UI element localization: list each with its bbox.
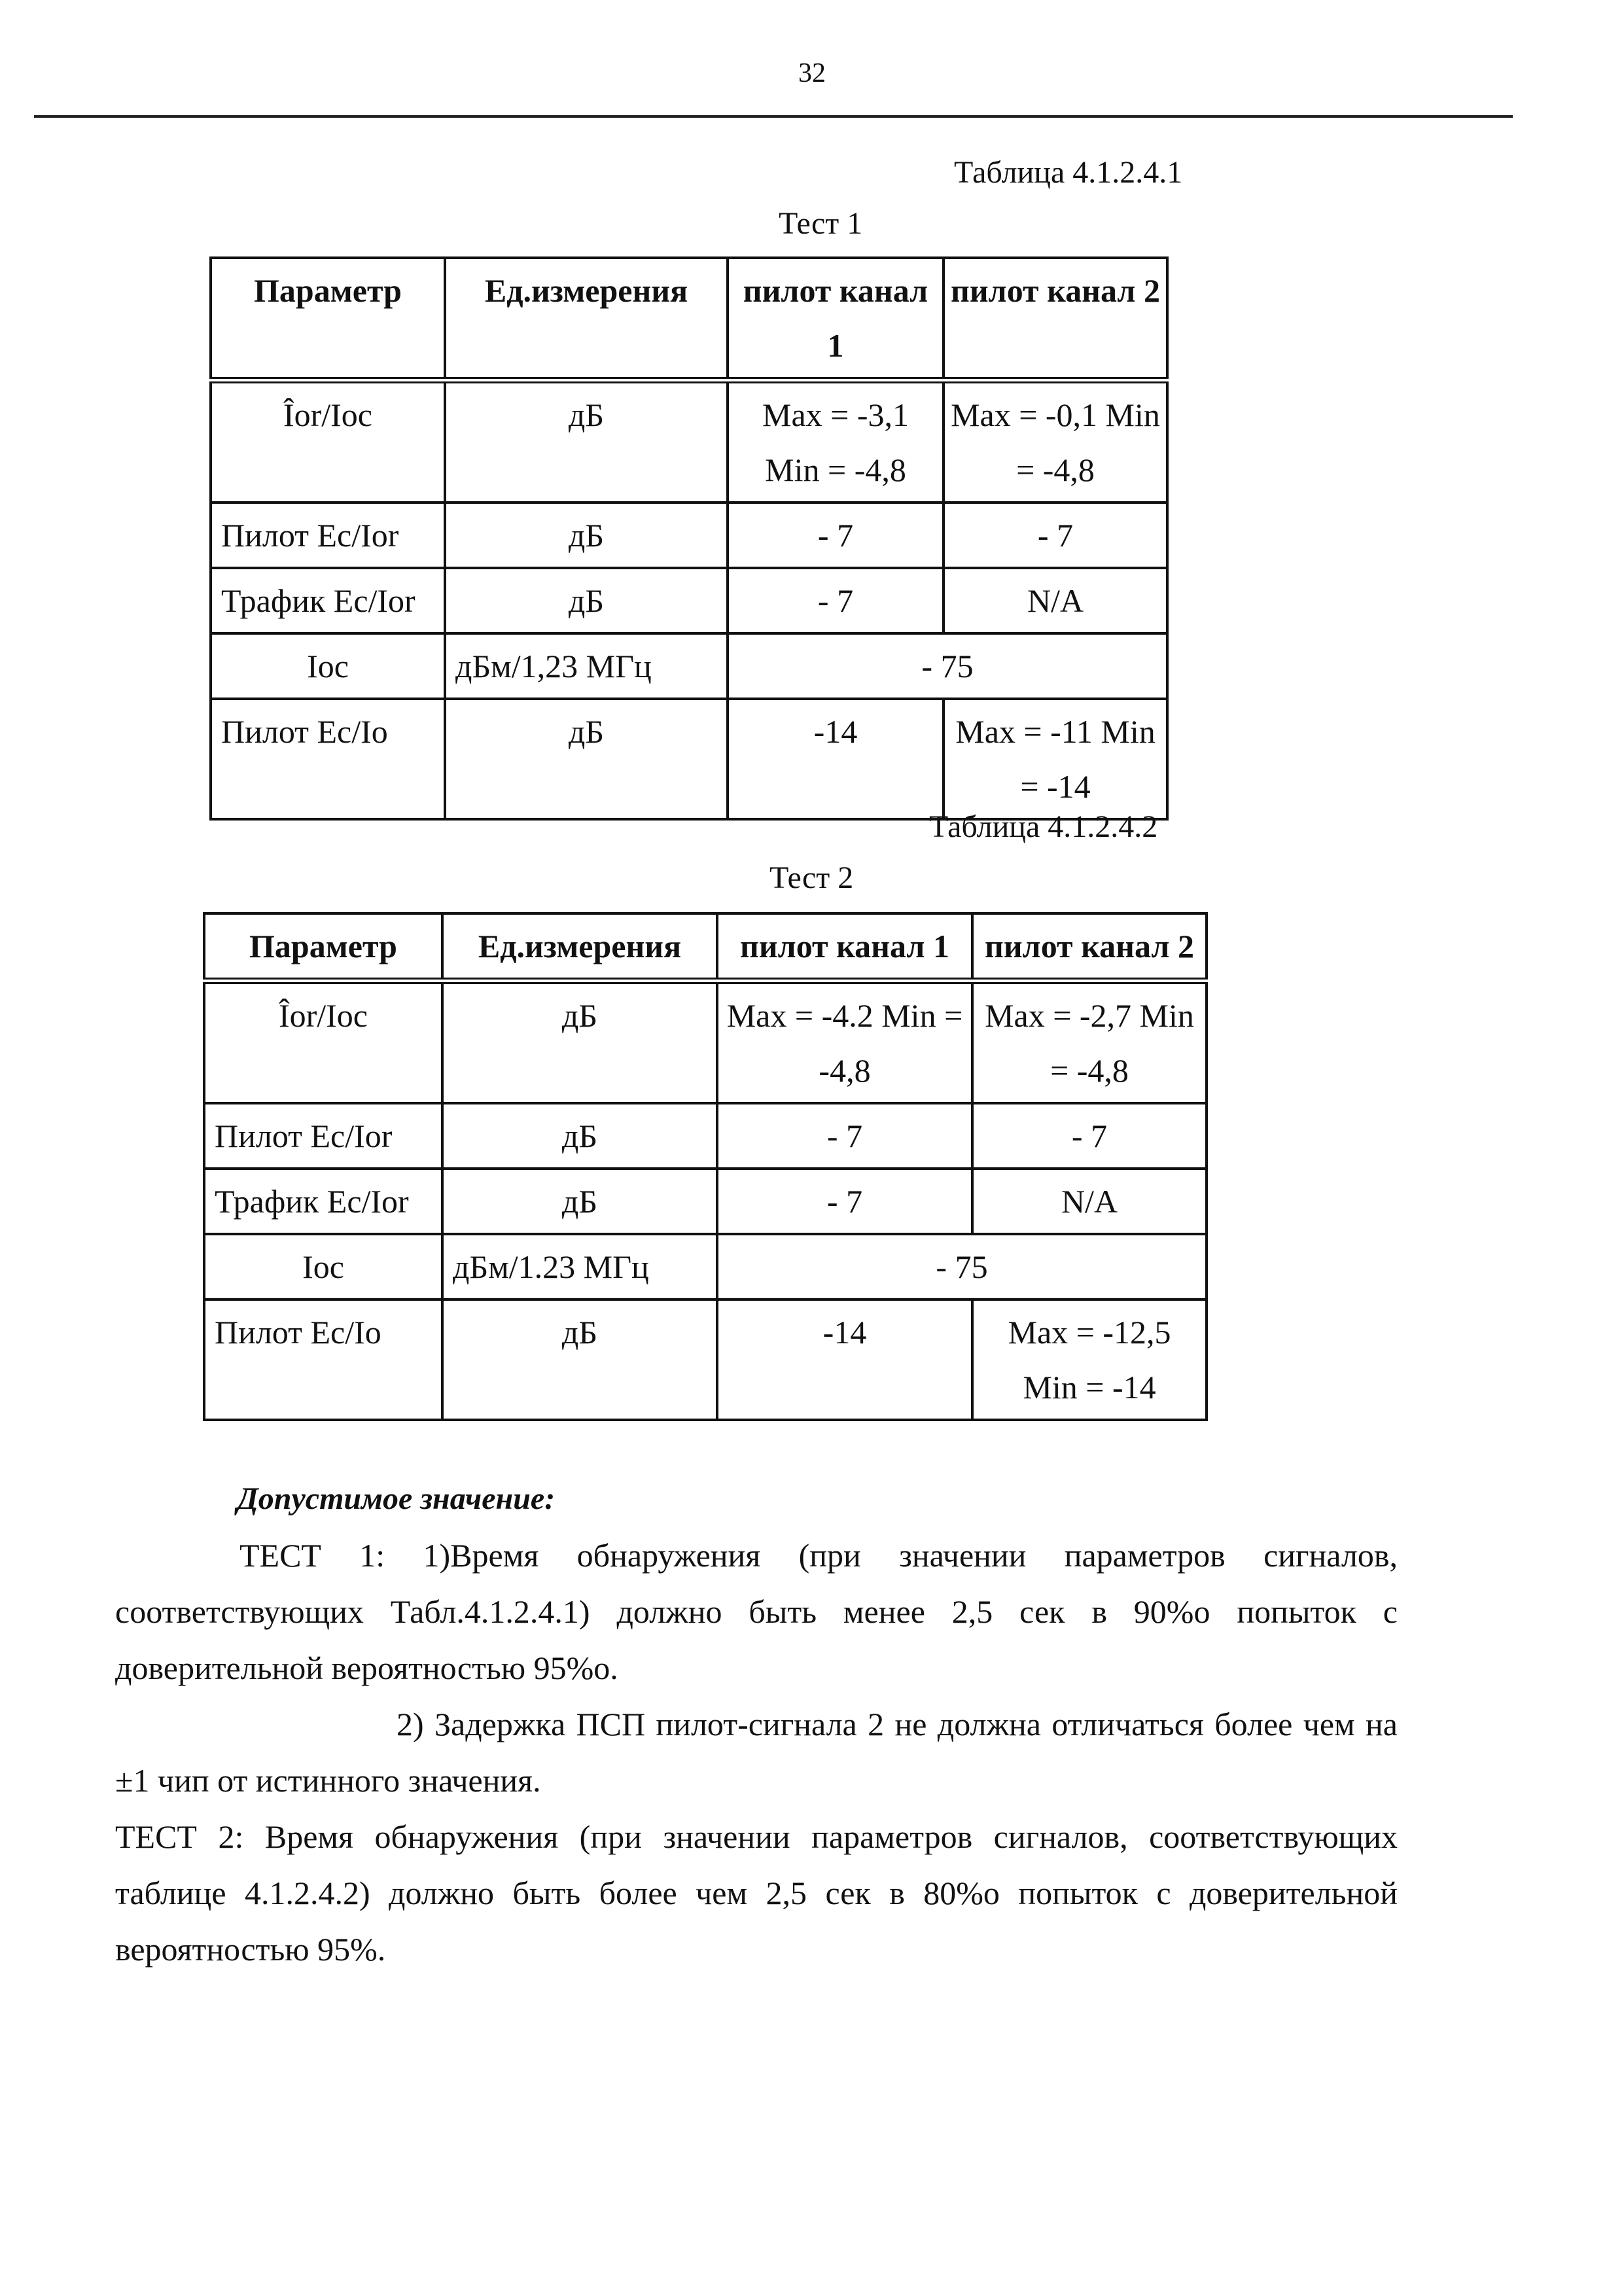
channel1-cell: - 7: [728, 503, 944, 568]
header-channel2: пилот канал 2: [944, 258, 1167, 380]
table1: [209, 256, 1169, 821]
table-header-row: [211, 258, 1167, 380]
header-parameter: Параметр: [204, 913, 442, 981]
unit-cell: дБ: [442, 1103, 717, 1169]
table-row: [211, 699, 1167, 819]
merged-value-cell: - 75: [728, 633, 1167, 699]
table-row: [204, 1169, 1207, 1234]
table-row: [204, 1299, 1207, 1420]
table-row: [211, 568, 1167, 633]
param-cell: Трафик Ec/Ior: [204, 1169, 442, 1234]
unit-cell: дБ: [442, 1299, 717, 1420]
unit-cell: дБм/1.23 МГц: [442, 1234, 717, 1299]
param-cell: Ioc: [204, 1234, 442, 1299]
channel1-cell: - 7: [728, 568, 944, 633]
channel1-cell: - 7: [717, 1169, 972, 1234]
paragraph-test2: ТЕСТ 2: Время обнаружения (при значении параметров сигналов, соответствующих таблице 4.1.2.4.2) должно быть более чем 2,5 сек в 80%о попыток с доверительной вероятностью 95%.: [115, 1818, 1398, 1968]
table2: [203, 912, 1208, 1421]
merged-value-cell: - 75: [717, 1234, 1207, 1299]
param-cell: Ioc: [211, 633, 445, 699]
table1-subcaption: Тест 1: [779, 206, 863, 241]
page-number: 32: [798, 58, 826, 88]
header-channel1: пилот канал 1: [728, 258, 944, 380]
paragraph-test1-item2: 2) Задержка ПСП пилот-сигнала 2 не должна отличаться более чем на ±1 чип от истинного значения.: [115, 1706, 1398, 1799]
channel2-cell: - 7: [944, 503, 1167, 568]
header-unit: Ед.измерения: [442, 913, 717, 981]
section-heading: Допустимое значение:: [237, 1481, 556, 1516]
param-cell: Îor/Ioc: [204, 981, 442, 1103]
unit-cell: дБ: [442, 981, 717, 1103]
channel1-cell: -14: [717, 1299, 972, 1420]
channel1-cell: Max = -3,1 Min = -4,8: [728, 380, 944, 503]
table-row: [211, 503, 1167, 568]
channel2-cell: N/A: [944, 568, 1167, 633]
table2-caption: Таблица 4.1.2.4.2: [929, 809, 1158, 844]
channel2-cell: Max = -11 Min = -14: [944, 699, 1167, 819]
table-row: [204, 1103, 1207, 1169]
channel2-cell: N/A: [972, 1169, 1207, 1234]
param-cell: Îor/Ioc: [211, 380, 445, 503]
unit-cell: дБ: [445, 380, 728, 503]
header-parameter: Параметр: [211, 258, 445, 380]
unit-cell: дБ: [445, 503, 728, 568]
param-cell: Пилот Ec/Ior: [204, 1103, 442, 1169]
channel2-cell: Max = -0,1 Min = -4,8: [944, 380, 1167, 503]
table-row: [204, 981, 1207, 1103]
table-row: [211, 633, 1167, 699]
channel1-cell: - 7: [717, 1103, 972, 1169]
table-header-row: [204, 913, 1207, 981]
header-channel1: пилот канал 1: [717, 913, 972, 981]
unit-cell: дБ: [442, 1169, 717, 1234]
header-rule: [34, 115, 1513, 118]
table1-caption: Таблица 4.1.2.4.1: [954, 155, 1183, 190]
acceptance-criteria: [115, 1471, 1398, 1977]
unit-cell: дБ: [445, 699, 728, 819]
unit-cell: дБ: [445, 568, 728, 633]
table-row: [204, 1234, 1207, 1299]
param-cell: Трафик Ec/Ior: [211, 568, 445, 633]
channel2-cell: - 7: [972, 1103, 1207, 1169]
channel1-cell: Max = -4.2 Min = -4,8: [717, 981, 972, 1103]
param-cell: Пилот Ec/Io: [204, 1299, 442, 1420]
paragraph-test1: ТЕСТ 1: 1)Время обнаружения (при значении параметров сигналов, соответствующих Табл.4.1.2.4.1) должно быть менее 2,5 сек в 90%о попыток с доверительной вероятностью 95%о.: [115, 1537, 1398, 1686]
param-cell: Пилот Ec/Ior: [211, 503, 445, 568]
channel2-cell: Max = -2,7 Min = -4,8: [972, 981, 1207, 1103]
header-unit: Ед.измерения: [445, 258, 728, 380]
unit-cell: дБм/1,23 МГц: [445, 633, 728, 699]
table-row: [211, 380, 1167, 503]
header-channel2: пилот канал 2: [972, 913, 1207, 981]
channel2-cell: Max = -12,5 Min = -14: [972, 1299, 1207, 1420]
table2-subcaption: Тест 2: [769, 860, 854, 895]
channel1-cell: -14: [728, 699, 944, 819]
param-cell: Пилот Ec/Io: [211, 699, 445, 819]
